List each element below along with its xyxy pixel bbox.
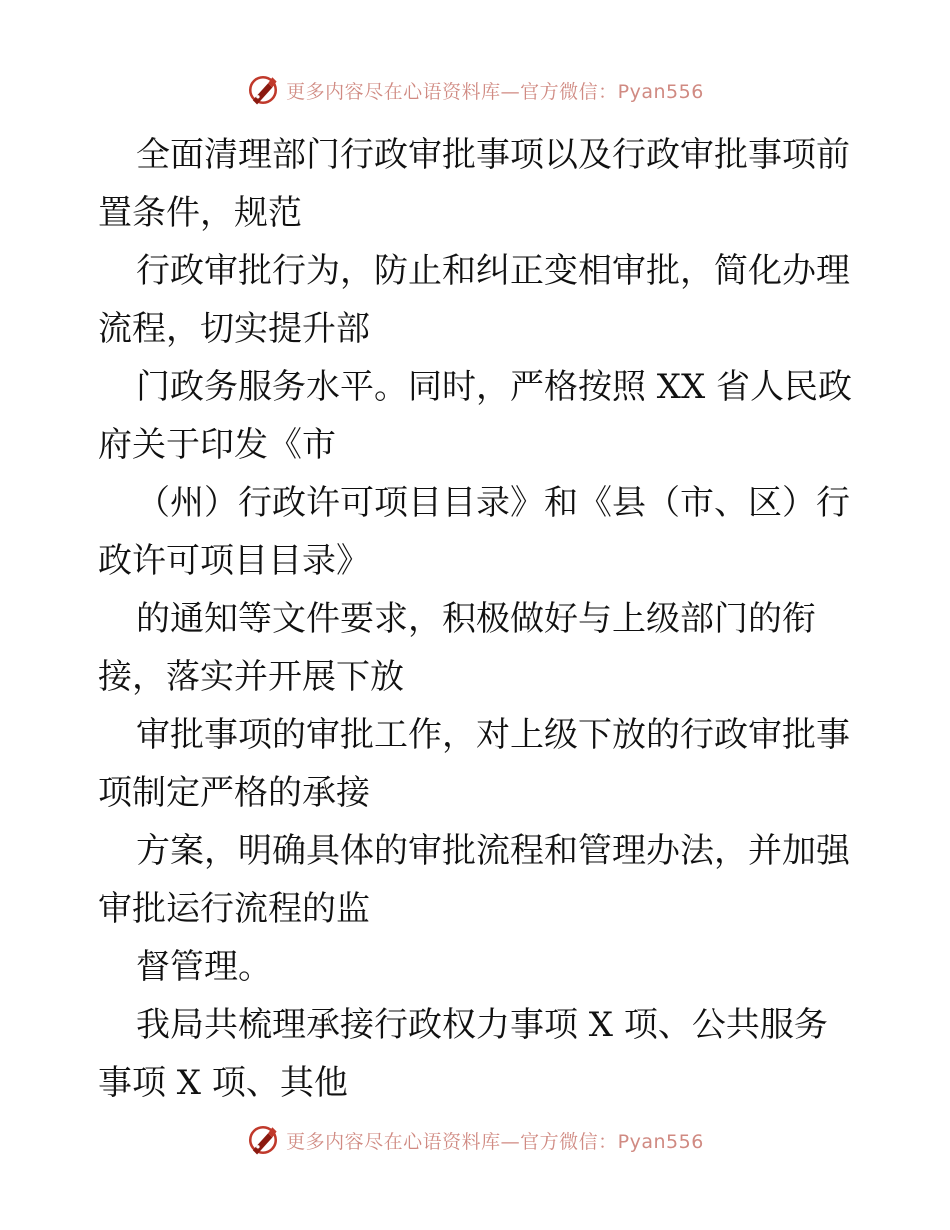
body-line: 置条件，规范 [98,193,302,233]
watermark-text: 更多内容尽在心语资料库—官方微信：Pyan556 [286,1130,704,1153]
body-line: 接，落实并开展下放 [98,657,404,697]
footer-watermark [0,1120,950,1160]
document-body [98,126,858,1112]
body-line: 项制定严格的承接 [98,773,370,813]
body-line: 府关于印发《市 [98,425,336,465]
body-line: 审批运行流程的监 [98,889,370,929]
body-line: 的通知等文件要求，积极做好与上级部门的衔 [136,599,816,639]
body-line: 流程，切实提升部 [98,309,370,349]
watermark-text: 更多内容尽在心语资料库—官方微信：Pyan556 [286,80,704,103]
body-line: 门政务服务水平。同时，严格按照 XX 省人民政 [136,367,853,407]
body-line: 我局共梳理承接行政权力事项 X 项、公共服务 [136,1005,828,1045]
pen-logo-icon [246,73,280,107]
body-line: 督管理。 [136,947,272,987]
body-line: 事项 X 项、其他 [98,1063,348,1103]
pen-logo-icon [246,1123,280,1157]
body-line: 审批事项的审批工作，对上级下放的行政审批事 [136,715,850,755]
body-line: 方案，明确具体的审批流程和管理办法，并加强 [136,831,850,871]
body-line: 全面清理部门行政审批事项以及行政审批事项前 [136,135,850,175]
body-line: 行政审批行为，防止和纠正变相审批，简化办理 [136,251,850,291]
header-watermark [0,70,950,110]
body-line: 政许可项目目录》 [98,541,370,581]
body-line: （州）行政许可项目目录》和《县（市、区）行 [136,483,850,523]
